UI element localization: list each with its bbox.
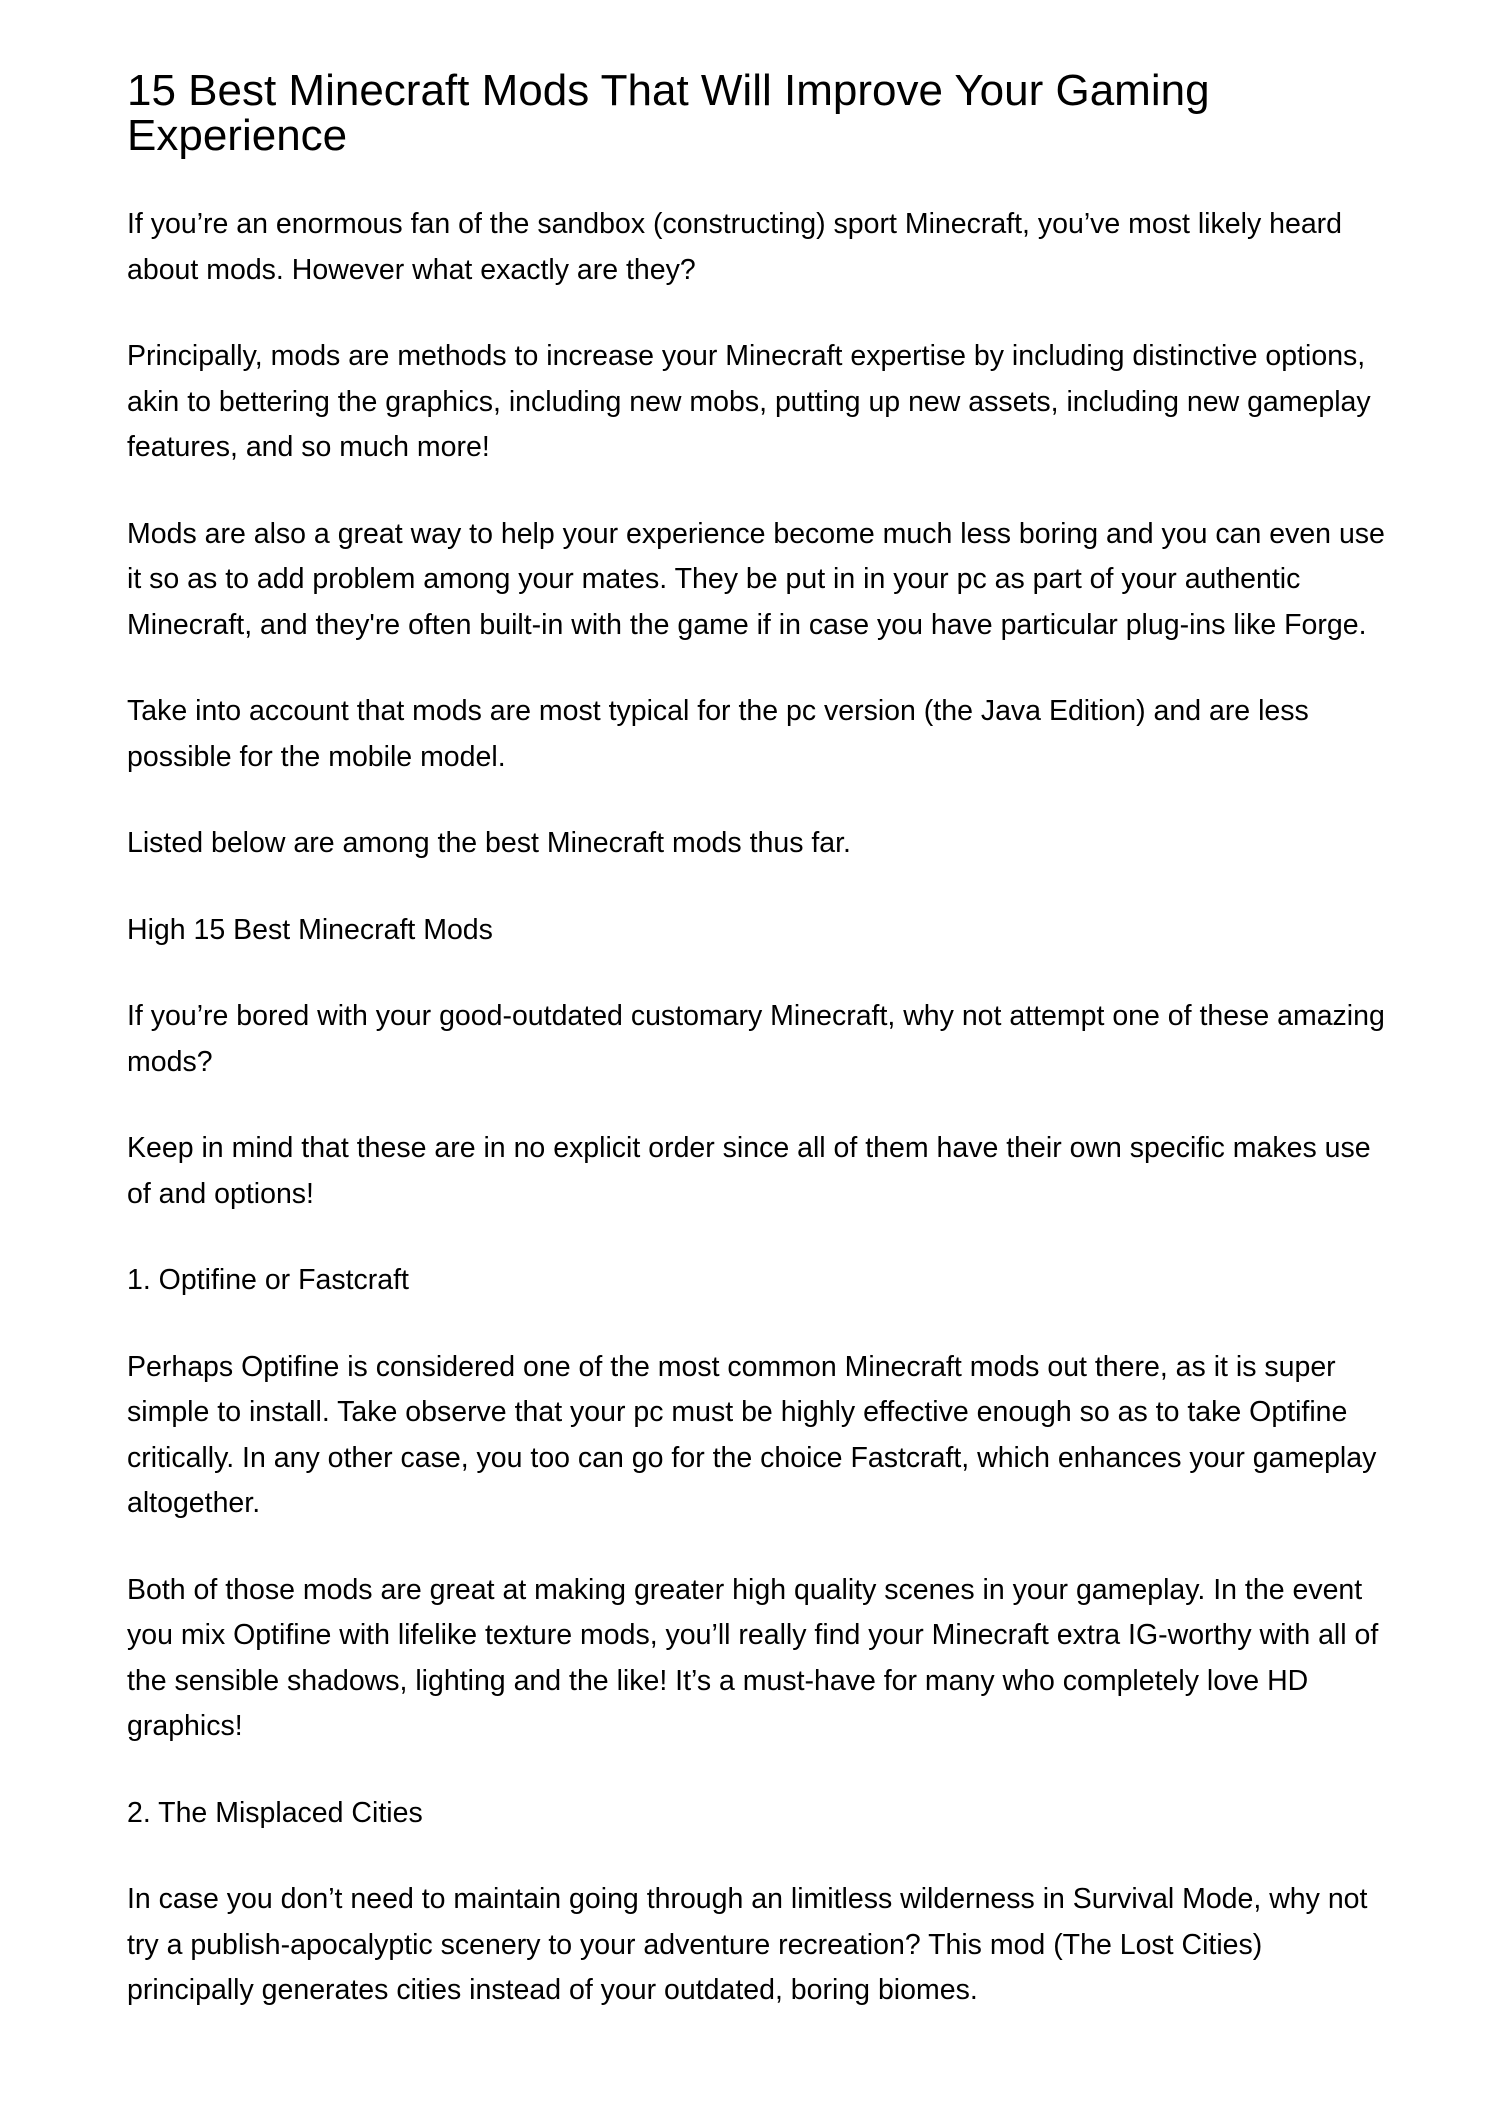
item-heading-lost-cities: 2. The Misplaced Cities	[127, 1796, 423, 1829]
paragraph-no-order: Keep in mind that these are in no explicit order since all of them have their own specific makes use of and options!	[127, 1132, 1371, 1210]
item-heading-optifine: 1. Optifine or Fastcraft	[127, 1264, 409, 1296]
paragraph-optifine-graphics: Both of those mods are great at making greater high quality scenes in your gameplay. In the event you mix Optifine with lifelike texture mods, you’ll really find your Minecraft extra IG-worthy with all of the sensible shadows, lighting and the like! It’s a must-have for many who completely love HD graphics!	[127, 1573, 1379, 1742]
document-page	[127, 68, 1387, 2055]
paragraph-mods-definition: Principally, mods are methods to increase your Minecraft expertise by including distinctive options, akin to bettering the graphics, including new mobs, putting up new assets, including new gameplay features, and so much more!	[127, 340, 1371, 463]
paragraph-lost-cities-description: In case you don’t need to maintain going through an limitless wilderness in Survival Mode, why not try a publish-apocalyptic scenery to your adventure recreation? This mod (The Lost Cities) principally generates cities instead of your outdated, boring biomes.	[127, 1883, 1368, 2006]
paragraph-mods-benefits: Mods are also a great way to help your experience become much less boring and you can even use it so as to add problem among your mates. They be put in in your pc as part of your authentic Minecraft, and they're often built-in with the game if in case you have particular plug-ins like Forge.	[127, 517, 1385, 641]
paragraph-java-edition: Take into account that mods are most typical for the pc version (the Java Edition) and are less possible for the mobile model.	[127, 695, 1309, 773]
section-heading-top-15: High 15 Best Minecraft Mods	[127, 913, 493, 946]
paragraph-intro: If you’re an enormous fan of the sandbox (constructing) sport Minecraft, you’ve most likely heard about mods. However what exactly are they?	[127, 208, 1343, 286]
article-title: 15 Best Minecraft Mods That Will Improve Your Gaming Experience	[127, 66, 1210, 160]
article-body	[127, 202, 1387, 2014]
paragraph-listed-below: Listed below are among the best Minecraft mods thus far.	[127, 827, 851, 859]
paragraph-bored: If you’re bored with your good-outdated customary Minecraft, why not attempt one of these amazing mods?	[127, 1000, 1385, 1078]
paragraph-optifine-description: Perhaps Optifine is considered one of the most common Minecraft mods out there, as it is super simple to install. Take observe that your pc must be highly effective enough so as to take Optifine critically. In any other case, you too can go for the choice Fastcraft, which enhances your gameplay altogether.	[127, 1350, 1377, 1519]
